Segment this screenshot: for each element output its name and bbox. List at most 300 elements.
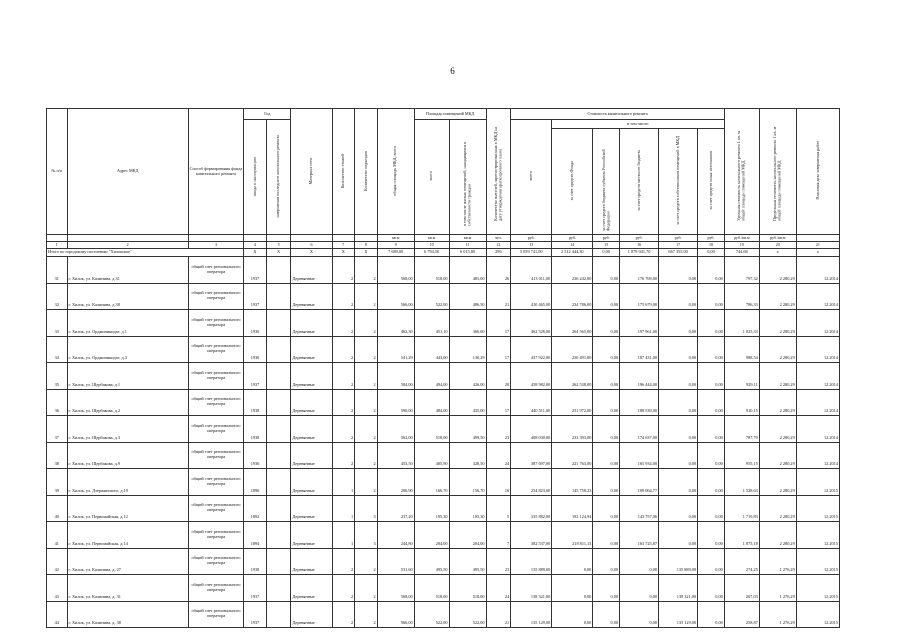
row-address: г. Хилок, ул. Щербакова, д.3: [67, 416, 188, 443]
column-number-cell: 14: [552, 242, 593, 249]
header-area-total: всего: [414, 120, 449, 235]
unit-cell: руб.: [593, 235, 620, 242]
row-cost-owners: 0,00: [659, 310, 698, 337]
unit-cell: руб./кв.м: [759, 235, 796, 242]
row-cost-local: 165 934,00: [620, 442, 659, 469]
row-residents: 26: [486, 257, 511, 284]
table-row: [47, 469, 840, 496]
row-cost-federal: 0,00: [593, 469, 620, 496]
row-area-private: 130,29: [449, 336, 486, 363]
row-residents: 24: [486, 575, 511, 602]
unit-cell: руб.: [659, 235, 698, 242]
total-cell: X: [244, 249, 267, 257]
row-last-repair: [266, 522, 291, 549]
row-cost-other: 0,00: [698, 310, 725, 337]
row-walls: Деревянные: [291, 283, 332, 310]
column-number-cell: 17: [659, 242, 698, 249]
capital-repair-table: [46, 108, 840, 628]
row-number: 36: [47, 389, 68, 416]
row-total-area: 568,00: [377, 257, 414, 284]
row-area-total: 484,00: [414, 389, 449, 416]
row-cost-local: 176 769,00: [620, 257, 659, 284]
column-number-cell: 12: [486, 242, 511, 249]
column-number-cell: 1: [47, 242, 68, 249]
unit-cell: руб.: [620, 235, 659, 242]
total-cell: X: [266, 249, 291, 257]
row-walls: Деревянные: [291, 442, 332, 469]
unit-cell: [796, 235, 839, 242]
total-cell: 296: [486, 249, 511, 257]
row-entrances: 2: [355, 548, 378, 575]
row-year: 1937: [244, 363, 267, 390]
row-year: 1937: [244, 601, 267, 628]
row-max-cost: 2 280,29: [759, 283, 796, 310]
row-cost-owners: 0,00: [659, 336, 698, 363]
header-address: Адрес МКД: [67, 109, 188, 235]
row-last-repair: [266, 469, 291, 496]
row-planned-date: 12.2015: [796, 469, 839, 496]
row-unit-cost: 955,15: [724, 442, 759, 469]
row-cost-other: 0,00: [698, 336, 725, 363]
row-address: г. Хилок, ул. Щербакова, д.1: [67, 363, 188, 390]
row-area-private: 518,00: [449, 575, 486, 602]
row-walls: Деревянные: [291, 575, 332, 602]
row-entrances: 2: [355, 442, 378, 469]
row-method: общий счет регионального оператора: [188, 601, 243, 628]
row-cost-local: 109 064,77: [620, 469, 659, 496]
row-cost-owners: 0,00: [659, 416, 698, 443]
row-cost-owners: 0,00: [659, 257, 698, 284]
row-cost-other: 0,00: [698, 416, 725, 443]
row-address: г. Хилок, ул. Орджоникидзе, д.1: [67, 310, 188, 337]
column-number-cell: 3: [188, 242, 243, 249]
row-year: 1894: [244, 522, 267, 549]
row-cost-fund: 262 538,00: [552, 363, 593, 390]
row-method: общий счет регионального оператора: [188, 257, 243, 284]
row-residents: 23: [486, 548, 511, 575]
row-walls: Деревянные: [291, 257, 332, 284]
row-max-cost: 2 280,29: [759, 389, 796, 416]
header-incl: в том числе:: [552, 120, 725, 129]
total-cell: 667 355,00: [659, 249, 698, 257]
row-planned-date: 12.2015: [796, 495, 839, 522]
row-cost-other: 0,00: [698, 389, 725, 416]
row-cost-owners: 0,00: [659, 389, 698, 416]
row-unit-cost: 267,03: [724, 575, 759, 602]
row-total-area: 206,90: [377, 469, 414, 496]
row-cost-other: 0,00: [698, 601, 725, 628]
row-last-repair: [266, 548, 291, 575]
header-entrances: Количество подъездов: [355, 109, 378, 235]
row-residents: 24: [486, 442, 511, 469]
row-area-total: 451,10: [414, 310, 449, 337]
row-max-cost: 2 280,29: [759, 442, 796, 469]
row-total-area: 453,50: [377, 442, 414, 469]
row-total-area: 237,20: [377, 495, 414, 522]
unit-cell: чел.: [486, 235, 511, 242]
row-residents: 21: [486, 601, 511, 628]
row-unit-cost: 1 528,63: [724, 469, 759, 496]
row-last-repair: [266, 575, 291, 602]
row-area-total: 166,70: [414, 469, 449, 496]
total-cell: 6 015,80: [449, 249, 486, 257]
row-cost-owners: 0,00: [659, 469, 698, 496]
row-number: 42: [47, 548, 68, 575]
row-max-cost: 2 280,29: [759, 495, 796, 522]
row-cost-owners: 0,00: [659, 442, 698, 469]
row-last-repair: [266, 283, 291, 310]
row-cost-fund: 251 972,00: [552, 389, 593, 416]
row-year: 1937: [244, 575, 267, 602]
row-cost-other: 0,00: [698, 495, 725, 522]
row-entrances: 2: [355, 389, 378, 416]
header-cost-local: за счет средств местного бюджета: [620, 129, 659, 235]
row-entrances: 2: [355, 416, 378, 443]
row-cost-local: 0,00: [620, 601, 659, 628]
table-row: [47, 336, 840, 363]
column-number-cell: 4: [244, 242, 267, 249]
row-floors: 1: [332, 495, 355, 522]
row-cost-total: 138 321,00: [511, 575, 552, 602]
row-total-area: 566,00: [377, 283, 414, 310]
row-entrances: 2: [355, 469, 378, 496]
row-planned-date: 12.2014: [796, 442, 839, 469]
row-last-repair: [266, 389, 291, 416]
row-cost-federal: 0,00: [593, 310, 620, 337]
table-row: [47, 389, 840, 416]
row-walls: Деревянные: [291, 416, 332, 443]
row-method: общий счет регионального оператора: [188, 310, 243, 337]
row-area-total: 518,00: [414, 257, 449, 284]
row-cost-fund: 192 124,94: [552, 495, 593, 522]
row-area-total: 195,30: [414, 495, 449, 522]
column-number-cell: 6: [291, 242, 332, 249]
row-entrances: 2: [355, 601, 378, 628]
row-area-total: 443,00: [414, 336, 449, 363]
row-max-cost: 2 280,29: [759, 416, 796, 443]
row-total-area: 566,00: [377, 601, 414, 628]
row-total-area: 590,00: [377, 389, 414, 416]
row-year: 1937: [244, 283, 267, 310]
unit-cell: руб.: [698, 235, 725, 242]
unit-cell: руб.: [552, 235, 593, 242]
row-method: общий счет регионального оператора: [188, 363, 243, 390]
total-cell: X: [332, 249, 355, 257]
row-total-area: 531,60: [377, 548, 414, 575]
row-area-total: 495,50: [414, 548, 449, 575]
row-floors: 2: [332, 548, 355, 575]
row-cost-owners: 0,00: [659, 522, 698, 549]
row-last-repair: [266, 336, 291, 363]
unit-cell: [47, 235, 68, 242]
row-cost-total: 254 823,00: [511, 469, 552, 496]
row-unit-cost: 910,15: [724, 389, 759, 416]
row-cost-local: 175 679,00: [620, 283, 659, 310]
header-unit-cost: Удельная стоимость капитального ремонта 1 кв. м общей площади помещений МКД: [724, 109, 759, 235]
row-cost-federal: 0,00: [593, 548, 620, 575]
row-planned-date: 12.2014: [796, 283, 839, 310]
row-total-area: 584,00: [377, 363, 414, 390]
row-max-cost: 2 280,29: [759, 363, 796, 390]
row-area-private: 522,00: [449, 601, 486, 628]
row-unit-cost: 797,32: [724, 257, 759, 284]
row-number: 33: [47, 310, 68, 337]
row-entrances: 2: [355, 363, 378, 390]
row-method: общий счет регионального оператора: [188, 283, 243, 310]
row-area-total: 494,00: [414, 363, 449, 390]
row-unit-cost: 1 719,83: [724, 495, 759, 522]
row-cost-fund: 218 811,13: [552, 522, 593, 549]
row-area-private: 204,00: [449, 522, 486, 549]
row-residents: 17: [486, 336, 511, 363]
total-cell: X: [355, 249, 378, 257]
row-residents: 7: [486, 522, 511, 549]
row-floors: 2: [332, 363, 355, 390]
row-address: г. Хилок, ул. Калинина, д. 31: [67, 575, 188, 602]
row-cost-fund: 250 491,00: [552, 336, 593, 363]
row-total-area: 462,30: [377, 310, 414, 337]
page-number: 6: [450, 66, 455, 76]
row-planned-date: 12.2015: [796, 601, 839, 628]
row-cost-total: 462 526,00: [511, 310, 552, 337]
row-year: 1938: [244, 548, 267, 575]
row-walls: Деревянные: [291, 310, 332, 337]
row-cost-fund: 233 393,00: [552, 416, 593, 443]
table-row: [47, 601, 840, 628]
row-walls: Деревянные: [291, 601, 332, 628]
row-address: г. Хилок, ул. Калинина, д.31: [67, 257, 188, 284]
row-floors: 2: [332, 336, 355, 363]
row-cost-federal: 0,00: [593, 442, 620, 469]
header-num: № п/п: [47, 109, 68, 235]
row-number: 40: [47, 495, 68, 522]
row-cost-fund: 145 758,23: [552, 469, 593, 496]
unit-cell: [332, 235, 355, 242]
row-entrances: 2: [355, 257, 378, 284]
column-number-cell: 16: [620, 242, 659, 249]
row-cost-fund: 236 242,00: [552, 257, 593, 284]
row-entrances: 2: [355, 283, 378, 310]
row-cost-other: 0,00: [698, 363, 725, 390]
row-cost-other: 0,00: [698, 469, 725, 496]
row-floors: 1: [332, 522, 355, 549]
unit-cell: [355, 235, 378, 242]
row-last-repair: [266, 495, 291, 522]
total-cell: x: [796, 249, 839, 257]
row-method: общий счет регионального оператора: [188, 469, 243, 496]
row-area-total: 522,00: [414, 283, 449, 310]
row-cost-total: 335 882,00: [511, 495, 552, 522]
row-address: г. Хилок, ул. Первомайская, д.14: [67, 522, 188, 549]
row-year: 1938: [244, 389, 267, 416]
row-number: 43: [47, 575, 68, 602]
row-cost-total: 413 011,00: [511, 257, 552, 284]
column-number-cell: 18: [698, 242, 725, 249]
header-cost-owners: за счет средств собственников помещений в МКД: [659, 129, 698, 235]
row-residents: 16: [486, 469, 511, 496]
row-number: 39: [47, 469, 68, 496]
row-walls: Деревянные: [291, 363, 332, 390]
row-max-cost: 2 280,29: [759, 522, 796, 549]
column-number-cell: 10: [414, 242, 449, 249]
column-number-cell: 11: [449, 242, 486, 249]
row-method: общий счет регионального оператора: [188, 575, 243, 602]
row-cost-local: 174 637,00: [620, 416, 659, 443]
row-cost-total: 382 537,00: [511, 522, 552, 549]
row-address: г. Хилок, ул. Калинина, д.38: [67, 283, 188, 310]
row-method: общий счет регионального оператора: [188, 495, 243, 522]
unit-cell: [244, 235, 267, 242]
row-method: общий счет регионального оператора: [188, 336, 243, 363]
unit-cell: руб./кв.м: [724, 235, 759, 242]
row-cost-federal: 0,00: [593, 495, 620, 522]
row-area-total: 522,00: [414, 601, 449, 628]
total-cell: X: [291, 249, 332, 257]
table-row: [47, 257, 840, 284]
row-floors: 2: [332, 257, 355, 284]
unit-cell: кв.м: [414, 235, 449, 242]
row-cost-local: 196 444,00: [620, 363, 659, 390]
row-area-total: 518,00: [414, 575, 449, 602]
total-cell: 0,00: [593, 249, 620, 257]
row-number: 34: [47, 336, 68, 363]
capital-repair-table-wrapper: [46, 108, 840, 628]
row-entrances: 2: [355, 336, 378, 363]
row-cost-total: 408 030,00: [511, 416, 552, 443]
row-number: 44: [47, 601, 68, 628]
row-area-private: 426,00: [449, 363, 486, 390]
header-year-commission: ввода в эксплуатацию: [244, 120, 267, 235]
row-last-repair: [266, 310, 291, 337]
row-cost-federal: 0,00: [593, 389, 620, 416]
column-number-cell: 9: [377, 242, 414, 249]
row-area-private: 435,00: [449, 389, 486, 416]
row-unit-cost: 258,87: [724, 601, 759, 628]
row-floors: 2: [332, 601, 355, 628]
table-row: [47, 522, 840, 549]
row-cost-local: 163 725,87: [620, 522, 659, 549]
column-number-cell: 19: [724, 242, 759, 249]
header-year: Год: [244, 109, 291, 120]
header-method: Способ формирования фонда капитального ремонта: [188, 109, 243, 235]
unit-cell: [266, 235, 291, 242]
row-planned-date: 12.2015: [796, 575, 839, 602]
row-walls: Деревянные: [291, 389, 332, 416]
row-cost-federal: 0,00: [593, 257, 620, 284]
row-area-private: 156,70: [449, 469, 486, 496]
row-cost-owners: 135 129,00: [659, 601, 698, 628]
row-cost-fund: 221 763,00: [552, 442, 593, 469]
header-total-area: общая площадь МКД, всего: [377, 109, 414, 235]
unit-cell: [291, 235, 332, 242]
row-area-private: 328,50: [449, 442, 486, 469]
row-area-private: 495,50: [449, 548, 486, 575]
row-cost-total: 458 982,00: [511, 363, 552, 390]
column-number-cell: 7: [332, 242, 355, 249]
row-cost-other: 0,00: [698, 548, 725, 575]
row-cost-total: 410 465,00: [511, 283, 552, 310]
row-method: общий счет регионального оператора: [188, 442, 243, 469]
row-cost-federal: 0,00: [593, 283, 620, 310]
row-number: 37: [47, 416, 68, 443]
total-cell: x: [759, 249, 796, 257]
row-cost-federal: 0,00: [593, 575, 620, 602]
row-cost-fund: 0,00: [552, 601, 593, 628]
row-address: г. Хилок, ул. Щербакова, д.9: [67, 442, 188, 469]
row-cost-federal: 0,00: [593, 522, 620, 549]
row-year: 1892: [244, 495, 267, 522]
row-address: г. Хилок, ул. Первомайская, д.12: [67, 495, 188, 522]
table-row: [47, 363, 840, 390]
header-max-cost: Предельная стоимость капитального ремонта 1 кв. м общей площади помещений МКД: [759, 109, 796, 235]
row-residents: 20: [486, 363, 511, 390]
row-max-cost: 2 280,29: [759, 310, 796, 337]
row-cost-federal: 0,00: [593, 363, 620, 390]
row-max-cost: 1 276,29: [759, 548, 796, 575]
row-floors: 2: [332, 442, 355, 469]
row-cost-owners: 135 889,00: [659, 548, 698, 575]
row-cost-total: 135 889,00: [511, 548, 552, 575]
column-number-cell: 13: [511, 242, 552, 249]
total-cell: 0,00: [698, 249, 725, 257]
row-max-cost: 2 280,29: [759, 257, 796, 284]
row-unit-cost: 988,54: [724, 336, 759, 363]
table-row: [47, 442, 840, 469]
row-residents: 23: [486, 416, 511, 443]
row-total-area: 244,80: [377, 522, 414, 549]
row-planned-date: 12.2014: [796, 416, 839, 443]
row-planned-date: 12.2014: [796, 336, 839, 363]
row-entrances: 3: [355, 495, 378, 522]
units-row: [47, 235, 840, 242]
row-method: общий счет регионального оператора: [188, 522, 243, 549]
row-cost-total: 135 129,00: [511, 601, 552, 628]
header-cost-other: за счет средств иных источников: [698, 129, 725, 235]
header-walls: Материал стен: [291, 109, 332, 235]
row-entrances: 2: [355, 310, 378, 337]
row-cost-total: 437 922,00: [511, 336, 552, 363]
row-cost-other: 0,00: [698, 522, 725, 549]
column-number-cell: 15: [593, 242, 620, 249]
row-cost-owners: 0,00: [659, 363, 698, 390]
row-total-area: 568,00: [377, 575, 414, 602]
row-cost-federal: 0,00: [593, 336, 620, 363]
row-year: 1936: [244, 442, 267, 469]
column-number-cell: 8: [355, 242, 378, 249]
row-cost-local: 0,00: [620, 575, 659, 602]
table-row: [47, 416, 840, 443]
row-walls: Деревянные: [291, 495, 332, 522]
row-entrances: 3: [355, 522, 378, 549]
header-year-last-repair: завершения последнего капитального ремонта: [266, 120, 291, 235]
row-floors: 2: [332, 310, 355, 337]
total-cell: 7 689,00: [377, 249, 414, 257]
total-row: [47, 249, 840, 257]
row-cost-other: 0,00: [698, 257, 725, 284]
total-cell: 5 059 741,00: [511, 249, 552, 257]
row-planned-date: 12.2014: [796, 389, 839, 416]
header-area-group: Площадь помещений МКД: [414, 109, 486, 120]
row-max-cost: 1 276,29: [759, 601, 796, 628]
row-cost-other: 0,00: [698, 575, 725, 602]
row-unit-cost: 786,33: [724, 283, 759, 310]
row-number: 32: [47, 283, 68, 310]
unit-cell: [67, 235, 188, 242]
header-area-private: в том числе жилых помещений, находящихся в собственности граждан: [449, 120, 486, 235]
row-area-private: 499,50: [449, 416, 486, 443]
unit-cell: руб.: [511, 235, 552, 242]
row-unit-cost: 1 875,18: [724, 522, 759, 549]
